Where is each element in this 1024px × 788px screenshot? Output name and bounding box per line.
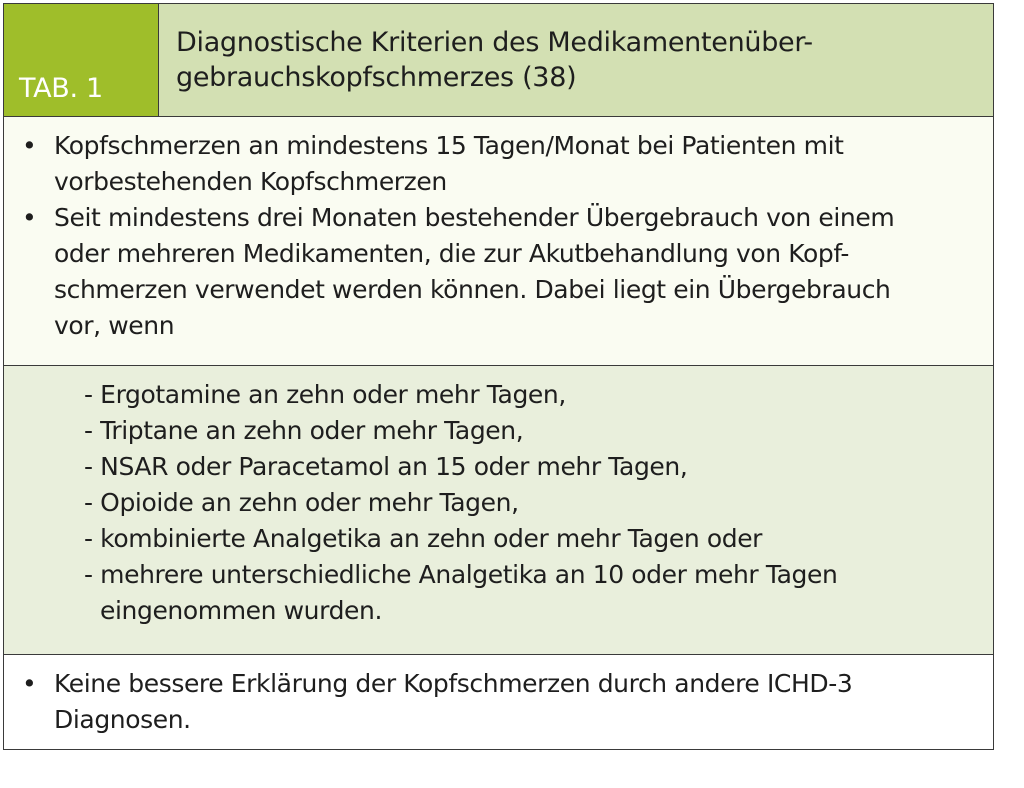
criterion-1-line-2: vorbestehenden Kopfschmerzen [54,167,447,196]
criterion-2-line-2: oder mehreren Medikamenten, die zur Akutbehandlung von Kopf- [54,239,850,268]
criterion-3-line-2: Diagnosen. [54,705,191,734]
overuse-list [4,377,993,629]
list-item: - kombinierte Analgetika an zehn oder mehr Tagen oder [84,524,763,553]
table-title-line-1: Diagnostische Kriterien des Medikamentenüber- [176,27,813,58]
criterion-2-line-4: vor, wenn [54,311,175,340]
bullet-icon: • [22,669,37,698]
table-header [4,4,993,117]
list-item-continuation: eingenommen wurden. [100,596,383,625]
table-title [159,4,993,116]
criterion-medication-overuse [4,200,993,344]
criteria-section-3 [4,655,993,749]
criteria-section-1 [4,117,993,366]
list-item: - Ergotamine an zehn oder mehr Tagen, [84,380,566,409]
criterion-headache-days [4,128,993,200]
bullet-icon: • [22,203,37,232]
table-number-label: TAB. 1 [4,4,159,116]
list-item: - NSAR oder Paracetamol an 15 oder mehr Tagen, [84,452,688,481]
criterion-2-line-3: schmerzen verwendet werden können. Dabei liegt ein Übergebrauch [54,275,891,304]
criterion-3-line-1: Keine bessere Erklärung der Kopfschmerzen durch andere ICHD-3 [54,669,853,698]
criteria-section-overuse-list [4,366,993,655]
criterion-1-line-1: Kopfschmerzen an mindestens 15 Tagen/Monat bei Patienten mit [54,131,844,160]
table-title-line-2: gebrauchskopfschmerzes (38) [176,62,577,93]
bullet-icon: • [22,131,37,160]
criterion-no-better-explanation [4,666,993,738]
criteria-table [3,3,994,750]
criterion-2-line-1: Seit mindestens drei Monaten bestehender Übergebrauch von einem [54,203,895,232]
list-item: - Opioide an zehn oder mehr Tagen, [84,488,519,517]
list-item: - Triptane an zehn oder mehr Tagen, [84,416,524,445]
list-item: - mehrere unterschiedliche Analgetika an 10 oder mehr Tagen [84,560,838,589]
